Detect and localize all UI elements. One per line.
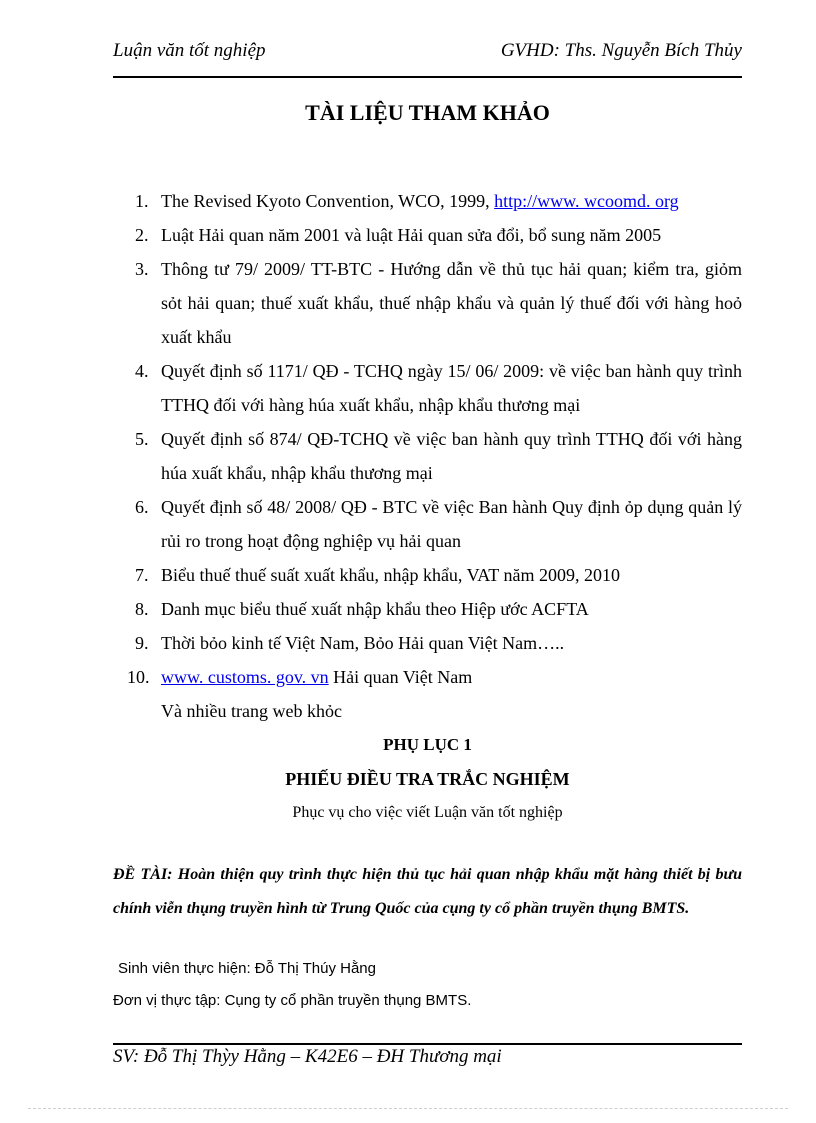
appendix-block xyxy=(113,732,742,826)
page-header xyxy=(113,40,742,70)
reference-item: 1. The Revised Kyoto Convention, WCO, 1999, http://www. wcoomd. org xyxy=(135,191,679,211)
references-extra-note: Và nhiều trang web khỏc xyxy=(161,701,342,721)
reference-item: 10. www. customs. gov. vn Hải quan Việt Nam xyxy=(127,667,473,687)
reference-link-wcoomd[interactable]: http://www. wcoomd. org xyxy=(494,191,679,211)
page-title: TÀI LIỆU THAM KHẢO xyxy=(305,100,550,125)
reference-item: 6. Quyết định số 48/ 2008/ QĐ - BTC về việc Ban hành Quy định ỏp dụng quản lý rủi ro trong hoạt động nghiệp vụ hải quan xyxy=(135,497,742,551)
reference-item: 2. Luật Hải quan năm 2001 và luật Hải quan sửa đổi, bổ sung năm 2005 xyxy=(135,225,662,245)
header-divider xyxy=(113,76,742,78)
thesis-topic: ĐỀ TÀI: Hoàn thiện quy trình thực hiện thủ tục hải quan nhập khẩu mặt hàng thiết bị bưu chính viễn thụng truyền hình từ Trung Quốc của cụng ty cổ phần truyền thụng BMTS. xyxy=(113,866,742,917)
header-thesis-label: Luận văn tốt nghiệp xyxy=(113,40,266,61)
page-edge-divider xyxy=(28,1108,788,1109)
internship-line: Đơn vị thực tập: Cụng ty cổ phần truyền thụng BMTS. xyxy=(113,992,472,1009)
reference-item: 5. Quyết định số 874/ QĐ-TCHQ về việc ban hành quy trình TTHQ đối với hàng húa xuất khẩu, nhập khẩu thương mại xyxy=(135,429,742,483)
appendix-subheading: Phục vụ cho việc viết Luận văn tốt nghiệp xyxy=(292,804,563,821)
reference-link-customs[interactable]: www. customs. gov. vn xyxy=(161,667,329,687)
footer-divider xyxy=(113,1043,742,1045)
reference-item: 7. Biểu thuế thuế suất xuất khẩu, nhập khẩu, VAT năm 2009, 2010 xyxy=(135,565,620,585)
reference-item: 8. Danh mục biểu thuế xuất nhập khẩu theo Hiệp ước ACFTA xyxy=(135,599,589,619)
appendix-label: PHỤ LỤC 1 xyxy=(383,735,472,754)
reference-item: 9. Thời bỏo kinh tế Việt Nam, Bỏo Hải quan Việt Nam….. xyxy=(135,633,565,653)
student-line: Sinh viên thực hiện: Đỗ Thị Thúy Hằng xyxy=(118,960,376,977)
appendix-heading: PHIẾU ĐIỀU TRA TRẮC NGHIỆM xyxy=(285,769,570,789)
reference-list xyxy=(113,184,742,728)
page-footer: SV: Đỗ Thị Thỳy Hằng – K42E6 – ĐH Thương mại xyxy=(113,1046,502,1067)
reference-item: 3. Thông tư 79/ 2009/ TT-BTC - Hướng dẫn về thủ tục hải quan; kiểm tra, giỏm sỏt hải quan; thuế xuất khẩu, thuế nhập khẩu và quản lý thuế đối với hàng hoỏ xuất khẩu xyxy=(135,259,742,347)
header-advisor-label: GVHD: Ths. Nguyễn Bích Thủy xyxy=(500,40,742,61)
reference-item: 4. Quyết định số 1171/ QĐ - TCHQ ngày 15/ 06/ 2009: về việc ban hành quy trình TTHQ đối với hàng húa xuất khẩu, nhập khẩu thương mại xyxy=(135,361,742,415)
